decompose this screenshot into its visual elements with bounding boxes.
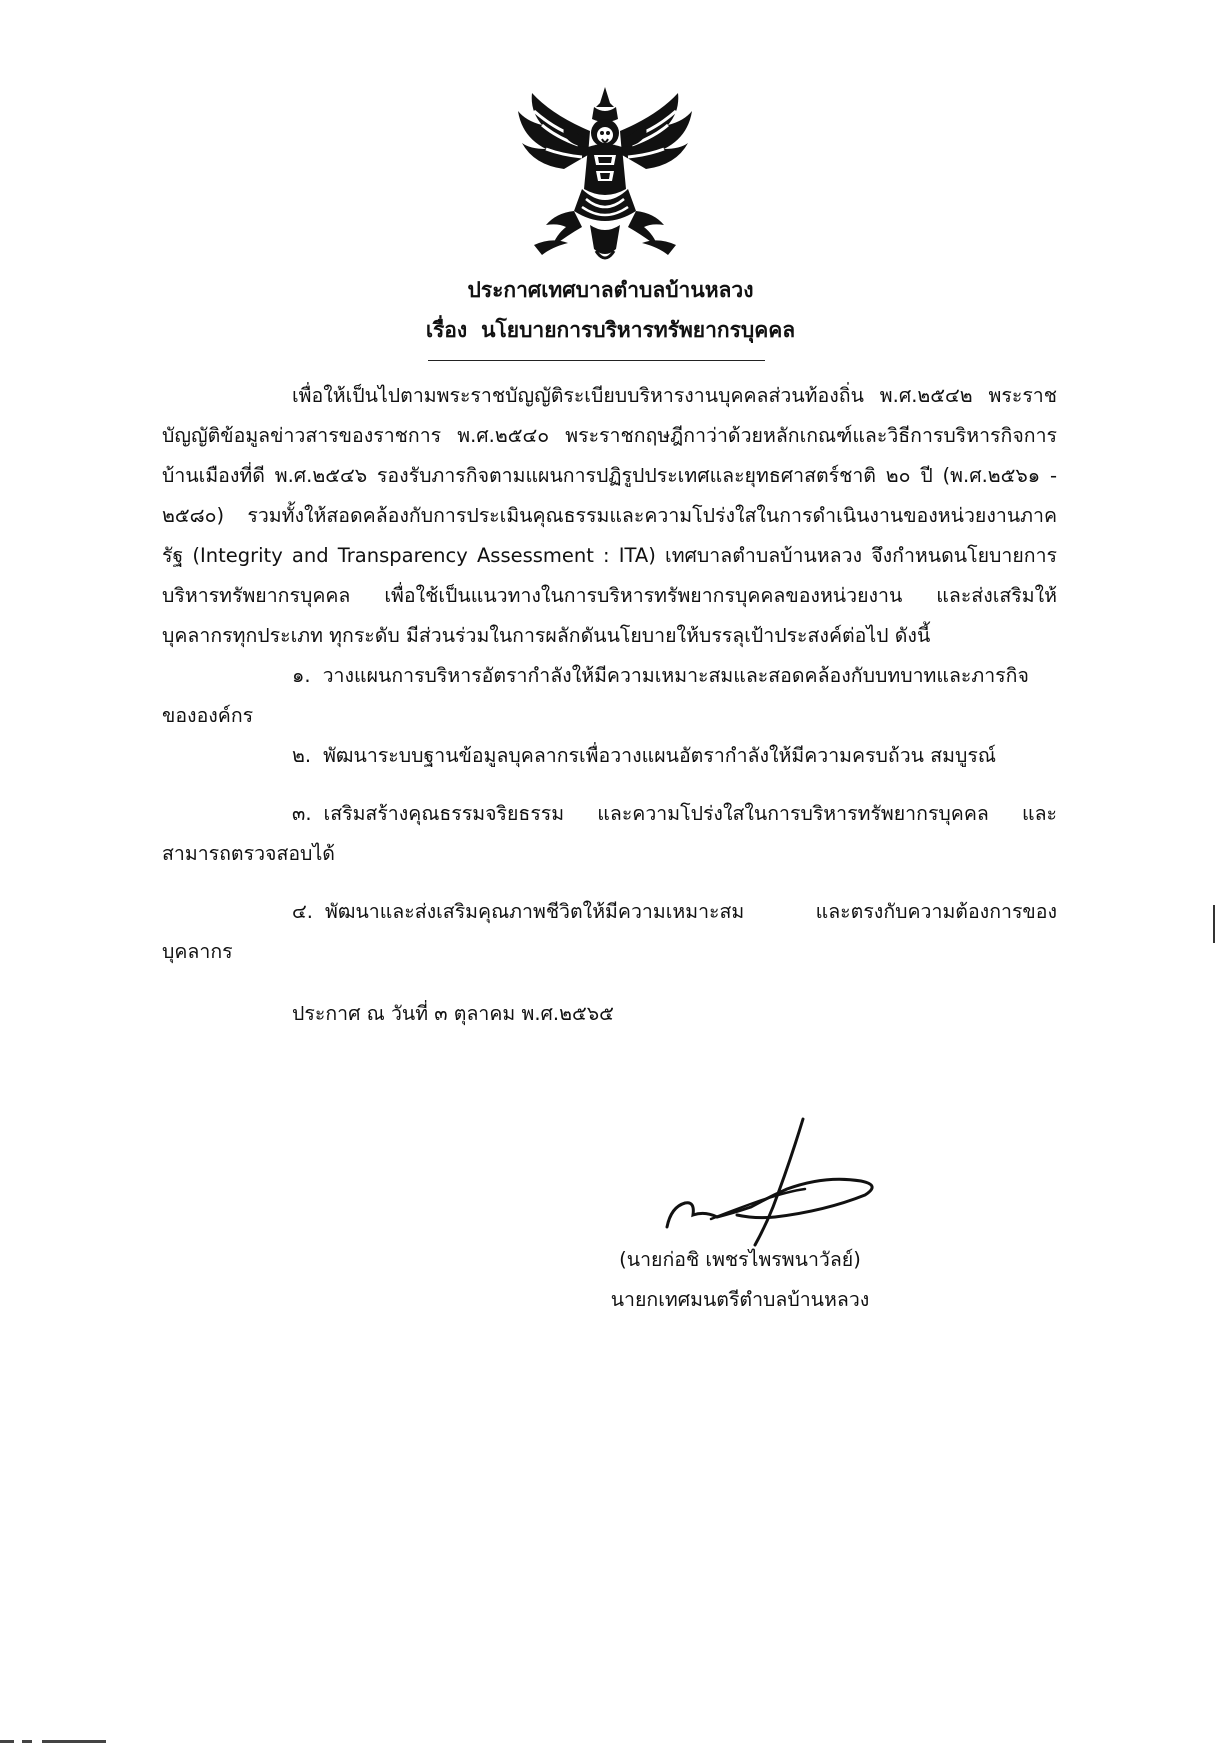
policy-item-text: พัฒนาระบบฐานข้อมูลบุคลากรเพื่อวางแผนอัตรากำลังให้มีความครบถ้วน สมบูรณ์ [323, 744, 996, 767]
policy-item-1 [162, 656, 1057, 736]
policy-item-text: เสริมสร้างคุณธรรมจริยธรรม และความโปร่งใสในการบริหารทรัพยากรบุคคล และสามารถตรวจสอบได้ [162, 802, 1057, 865]
policy-item-text: พัฒนาและส่งเสริมคุณภาพชีวิตให้มีความเหมาะสม และตรงกับความต้องการของบุคลากร [162, 900, 1057, 963]
signer-position: นายกเทศมนตรีตำบลบ้านหลวง [610, 1288, 870, 1311]
document-body [162, 376, 1057, 1054]
policy-item-number: ๓. [292, 802, 312, 825]
document-subject-line [0, 310, 1221, 350]
policy-item-number: ๑. [292, 664, 311, 687]
scan-bottom-marks [0, 1740, 110, 1744]
document-title: ประกาศเทศบาลตำบลบ้านหลวง [467, 278, 754, 302]
policy-item-3 [162, 794, 1057, 874]
subject-text: นโยบายการบริหารทรัพยากรบุคคล [481, 318, 796, 342]
policy-item-number: ๔. [292, 900, 313, 923]
scan-edge-mark [1213, 905, 1215, 943]
policy-item-4 [162, 892, 1057, 972]
policy-item-number: ๒. [292, 744, 312, 767]
subject-label: เรื่อง [425, 318, 468, 342]
policy-item-2 [162, 736, 1057, 776]
signer-block [560, 1240, 920, 1320]
title-divider [428, 360, 765, 361]
announcement-date: ประกาศ ณ วันที่ ๓ ตุลาคม พ.ศ.๒๕๖๕ [292, 1002, 614, 1025]
garuda-emblem-icon [512, 85, 698, 267]
intro-paragraph: เพื่อให้เป็นไปตามพระราชบัญญัติระเบียบบริหารงานบุคคลส่วนท้องถิ่น พ.ศ.๒๕๔๒ พระราชบัญญัติข้อมูลข่าวสารของราชการ พ.ศ.๒๕๔๐ พระราชกฤษฎีกาว่าด้วยหลักเกณฑ์และวิธีการบริหารกิจการบ้านเมืองที่ดี พ.ศ.๒๕๔๖ รองรับภารกิจตามแผนการปฏิรูปประเทศและยุทธศาสตร์ชาติ ๒๐ ปี (พ.ศ.๒๕๖๑ - ๒๕๘๐) รวมทั้งให้สอดคล้องกับการประเมินคุณธรรมและความโปร่งใสในการดำเนินงานของหน่วยงานภาครัฐ (Integrity and Transparency Assessment : ITA) เทศบาลตำบลบ้านหลวง จึงกำหนดนโยบายการบริหารทรัพยากรบุคคล เพื่อใช้เป็นแนวทางในการบริหารทรัพยากรบุคคลของหน่วยงาน และส่งเสริมให้บุคลากรทุกประเภท ทุกระดับ มีส่วนร่วมในการผลักดันนโยบายให้บรรลุเป้าประสงค์ต่อไป ดังนี้ [162, 384, 1057, 647]
policy-item-text: วางแผนการบริหารอัตรากำลังให้มีความเหมาะสมและสอดคล้องกับบทบาทและภารกิจขององค์กร [162, 664, 1029, 727]
signer-name: (นายก่อชิ เพชรไพรพนาวัลย์) [619, 1248, 861, 1271]
document-header [0, 270, 1221, 350]
